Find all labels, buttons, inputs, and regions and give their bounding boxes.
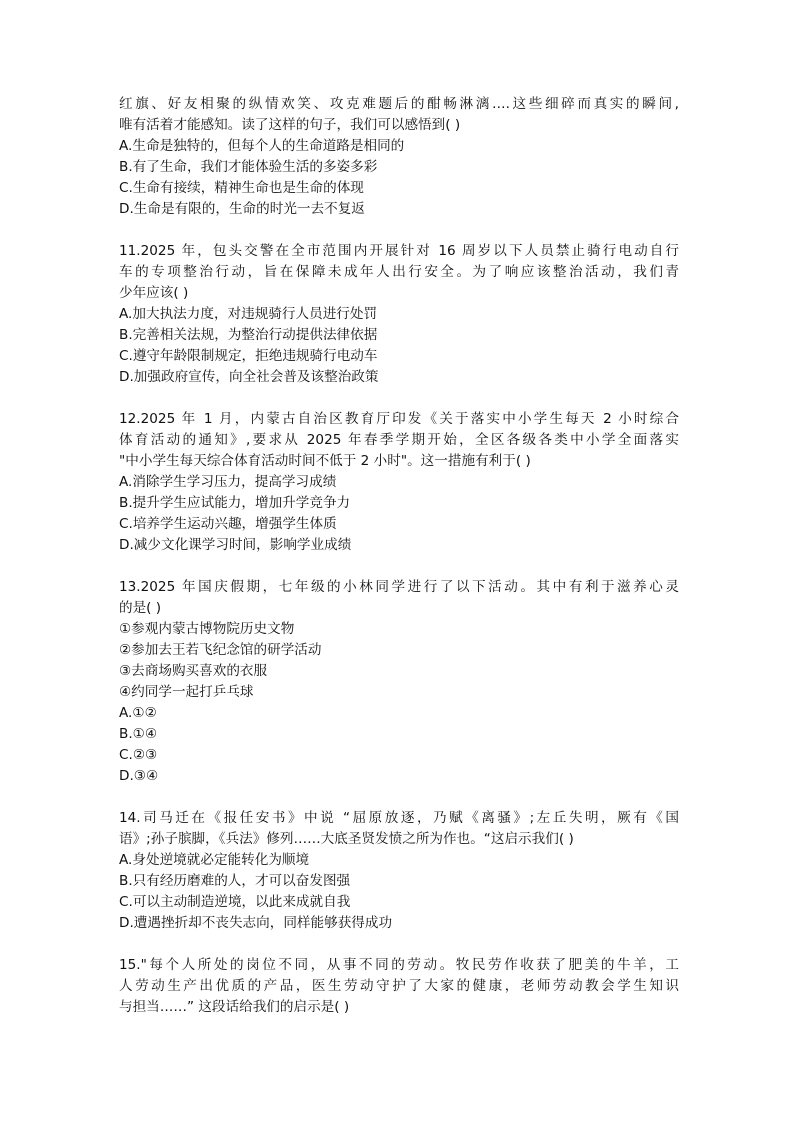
option-a: A.身处逆境就必定能转化为顺境: [119, 852, 310, 868]
option-a: A.①②: [119, 705, 157, 721]
option-b: B.提升学生应试能力，增加升学竞争力: [119, 495, 351, 511]
option-a: A.消除学生学习压力，提高学习成绩: [119, 474, 337, 490]
question-text-line: 的是( ): [119, 600, 162, 616]
question-text-line: 12.2025 年 1 月，内蒙古自治区教育厅印发《关于落实中小学生每天 2 小时综合: [119, 411, 679, 427]
option-a: A.生命是独特的，但每个人的生命道路是相同的: [119, 138, 405, 154]
option-c: C.培养学生运动兴趣，增强学生体质: [119, 516, 337, 532]
option-c: C.遵守年龄限制规定，拒绝违规骑行电动车: [119, 348, 378, 364]
option-b: B.①④: [119, 726, 158, 742]
spacer: [119, 388, 679, 409]
question-text-line: 红旗、好友相聚的纵情欢笑、攻克难题后的酣畅淋漓….这些细碎而真实的瞬间,: [119, 96, 679, 112]
question-text-line: 唯有活着才能感知。读了这样的句子，我们可以感悟到( ): [119, 117, 461, 133]
question-15: [119, 955, 679, 1018]
option-d: D.生命是有限的，生命的时光一去不复返: [119, 201, 365, 217]
spacer: [119, 220, 679, 241]
exam-page: [119, 94, 679, 1018]
option-d: D.加强政府宣传，向全社会普及该整治政策: [119, 369, 379, 385]
question-text-line: 体育活动的通知》,要求从 2025 年春季学期开始，全区各级各类中小学全面落实: [119, 432, 679, 448]
question-text-line: 15."每个人所处的岗位不同，从事不同的劳动。牧民劳作收获了肥美的牛羊，工: [119, 957, 679, 973]
option-c: C.可以主动制造逆境，以此来成就自我: [119, 894, 351, 910]
question-10-continuation: [119, 94, 679, 220]
option-a: A.加大执法力度，对违规骑行人员进行处罚: [119, 306, 378, 322]
question-text-line: 11.2025 年，包头交警在全市范围内开展针对 16 周岁以下人员禁止骑行电动自行: [119, 243, 679, 259]
statement-4: ④约同学一起打乒乓球: [119, 684, 254, 700]
statement-3: ③去商场购买喜欢的衣服: [119, 663, 268, 679]
option-b: B.只有经历磨难的人，才可以奋发图强: [119, 873, 351, 889]
option-d: D.③④: [119, 768, 159, 784]
spacer: [119, 787, 679, 808]
option-d: D.遭遇挫折却不丧失志向，同样能够获得成功: [119, 915, 393, 931]
question-text-line: 少年应该( ): [119, 285, 189, 301]
question-text-line: "中小学生每天综合体育活动时间不低于 2 小时"。这一措施有利于( ): [119, 453, 531, 469]
statement-1: ①参观内蒙古博物院历史文物: [119, 621, 295, 637]
option-c: C.②③: [119, 747, 158, 763]
statement-2: ②参加去王若飞纪念馆的研学活动: [119, 642, 322, 658]
question-text-line: 与担当……” 这段话给我们的启示是( ): [119, 999, 350, 1015]
spacer: [119, 934, 679, 955]
question-11: [119, 241, 679, 388]
option-d: D.减少文化课学习时间，影响学业成绩: [119, 537, 352, 553]
question-13: [119, 577, 679, 787]
question-text-line: 14.司马迁在《报任安书》中说 “屈原放逐，乃赋《离骚》;左丘失明，厥有《国: [119, 810, 679, 826]
question-text-line: 人劳动生产出优质的产品，医生劳动守护了大家的健康，老师劳动教会学生知识: [119, 978, 679, 994]
question-text-line: 车的专项整治行动，旨在保障未成年人出行安全。为了响应该整治活动，我们青: [119, 264, 679, 280]
option-b: B.完善相关法规，为整治行动提供法律依据: [119, 327, 378, 343]
question-12: [119, 409, 679, 556]
spacer: [119, 556, 679, 577]
option-b: B.有了生命，我们才能体验生活的多姿多彩: [119, 159, 378, 175]
question-14: [119, 808, 679, 934]
question-text-line: 语》;孙子膑脚，《兵法》修列……大底圣贤发愤之所为作也。“这启示我们( ): [119, 831, 574, 847]
option-c: C.生命有接续，精神生命也是生命的体现: [119, 180, 364, 196]
question-text-line: 13.2025 年国庆假期，七年级的小林同学进行了以下活动。其中有利于滋养心灵: [119, 579, 679, 595]
